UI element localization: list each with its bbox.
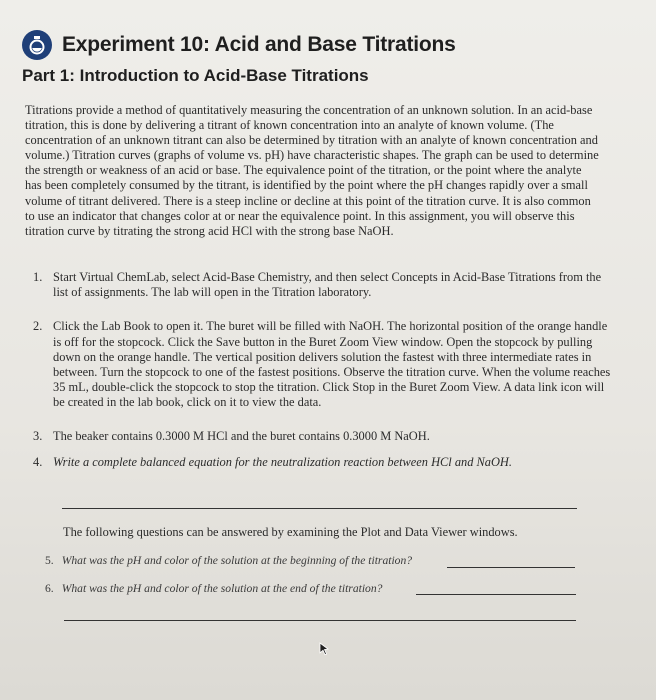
- question-text: What was the pH and color of the solution at the end of the titration?: [61, 582, 383, 595]
- mouse-cursor-icon: [318, 642, 330, 661]
- question-5: [45, 554, 412, 567]
- item-number: 5.: [45, 554, 54, 567]
- item-text: Write a complete balanced equation for the neutralization reaction between HCl and NaOH.: [53, 454, 512, 469]
- item-text: The beaker contains 0.3000 M HCl and the buret contains 0.3000 M NaOH.: [53, 428, 430, 443]
- item-number: 4.: [33, 454, 43, 469]
- answer-line-6b[interactable]: [64, 620, 576, 621]
- step-list: [25, 270, 615, 470]
- item-number: 6.: [45, 582, 54, 595]
- list-item: [25, 429, 615, 444]
- flask-icon: [22, 30, 52, 60]
- section-title: Part 1: Introduction to Acid-Base Titrations: [22, 66, 369, 85]
- page-title: Experiment 10: Acid and Base Titrations: [62, 33, 456, 56]
- answer-line-4[interactable]: [62, 508, 577, 509]
- answer-line-6a[interactable]: [416, 594, 576, 595]
- item-text: Click the Lab Book to open it. The buret will be filled with NaOH. The horizontal position of the orange handle is off for the stopcock. Click the Save button in the Buret Zoom View window. Open the stopcock by pulling down on the orange handle. The vertical position delivers solution the fastest with three intermediate rates in between. Turn the stopcock to one of the fastest positions. Observe the titration curve. When the volume reaches 35 mL, double-click the stopcock to stop the titration. Click Stop in the Buret Zoom View. A data link icon will be created in the lab book, click on it to view the data.: [53, 319, 611, 410]
- question-text: What was the pH and color of the solution at the beginning of the titration?: [61, 554, 413, 567]
- list-item: [25, 455, 615, 470]
- item-number: 2.: [33, 319, 43, 334]
- intro-paragraph: Titrations provide a method of quantitatively measuring the concentration of an unknown solution. In an acid-base titration, this is done by delivering a titrant of known concentration into an analyte of known volume. (The concentration of an unknown titrant can also be determined by titration with an analyte of known concentration and volume.) Titration curves (graphs of volume vs. pH) have characteristic shapes. The graph can be used to determine the strength or weakness of an acid or base. The equivalence point of the titration, or the point where the analyte has been completely consumed by the titrant, is identified by the point where the pH changes rapidly over a small volume of titrant delivered. There is a steep incline or decline at this point of the titration curve. It is also common to use an indicator that changes color at or near the equivalence point. In this assignment, you will observe this titration curve by titrating the strong acid HCl with the strong base NaOH.: [25, 103, 599, 238]
- item-number: 3.: [33, 428, 43, 443]
- title-row: [22, 28, 456, 62]
- question-6: [45, 582, 382, 595]
- answer-line-5[interactable]: [447, 567, 575, 568]
- item-text: Start Virtual ChemLab, select Acid-Base Chemistry, and then select Concepts in Acid-Base Titrations from the list of assignments. The lab will open in the Titration laboratory.: [53, 270, 602, 300]
- note-text: The following questions can be answered by examining the Plot and Data Viewer windows.: [63, 525, 518, 539]
- item-number: 1.: [33, 270, 43, 284]
- list-item: [25, 270, 615, 300]
- list-item: [25, 319, 615, 410]
